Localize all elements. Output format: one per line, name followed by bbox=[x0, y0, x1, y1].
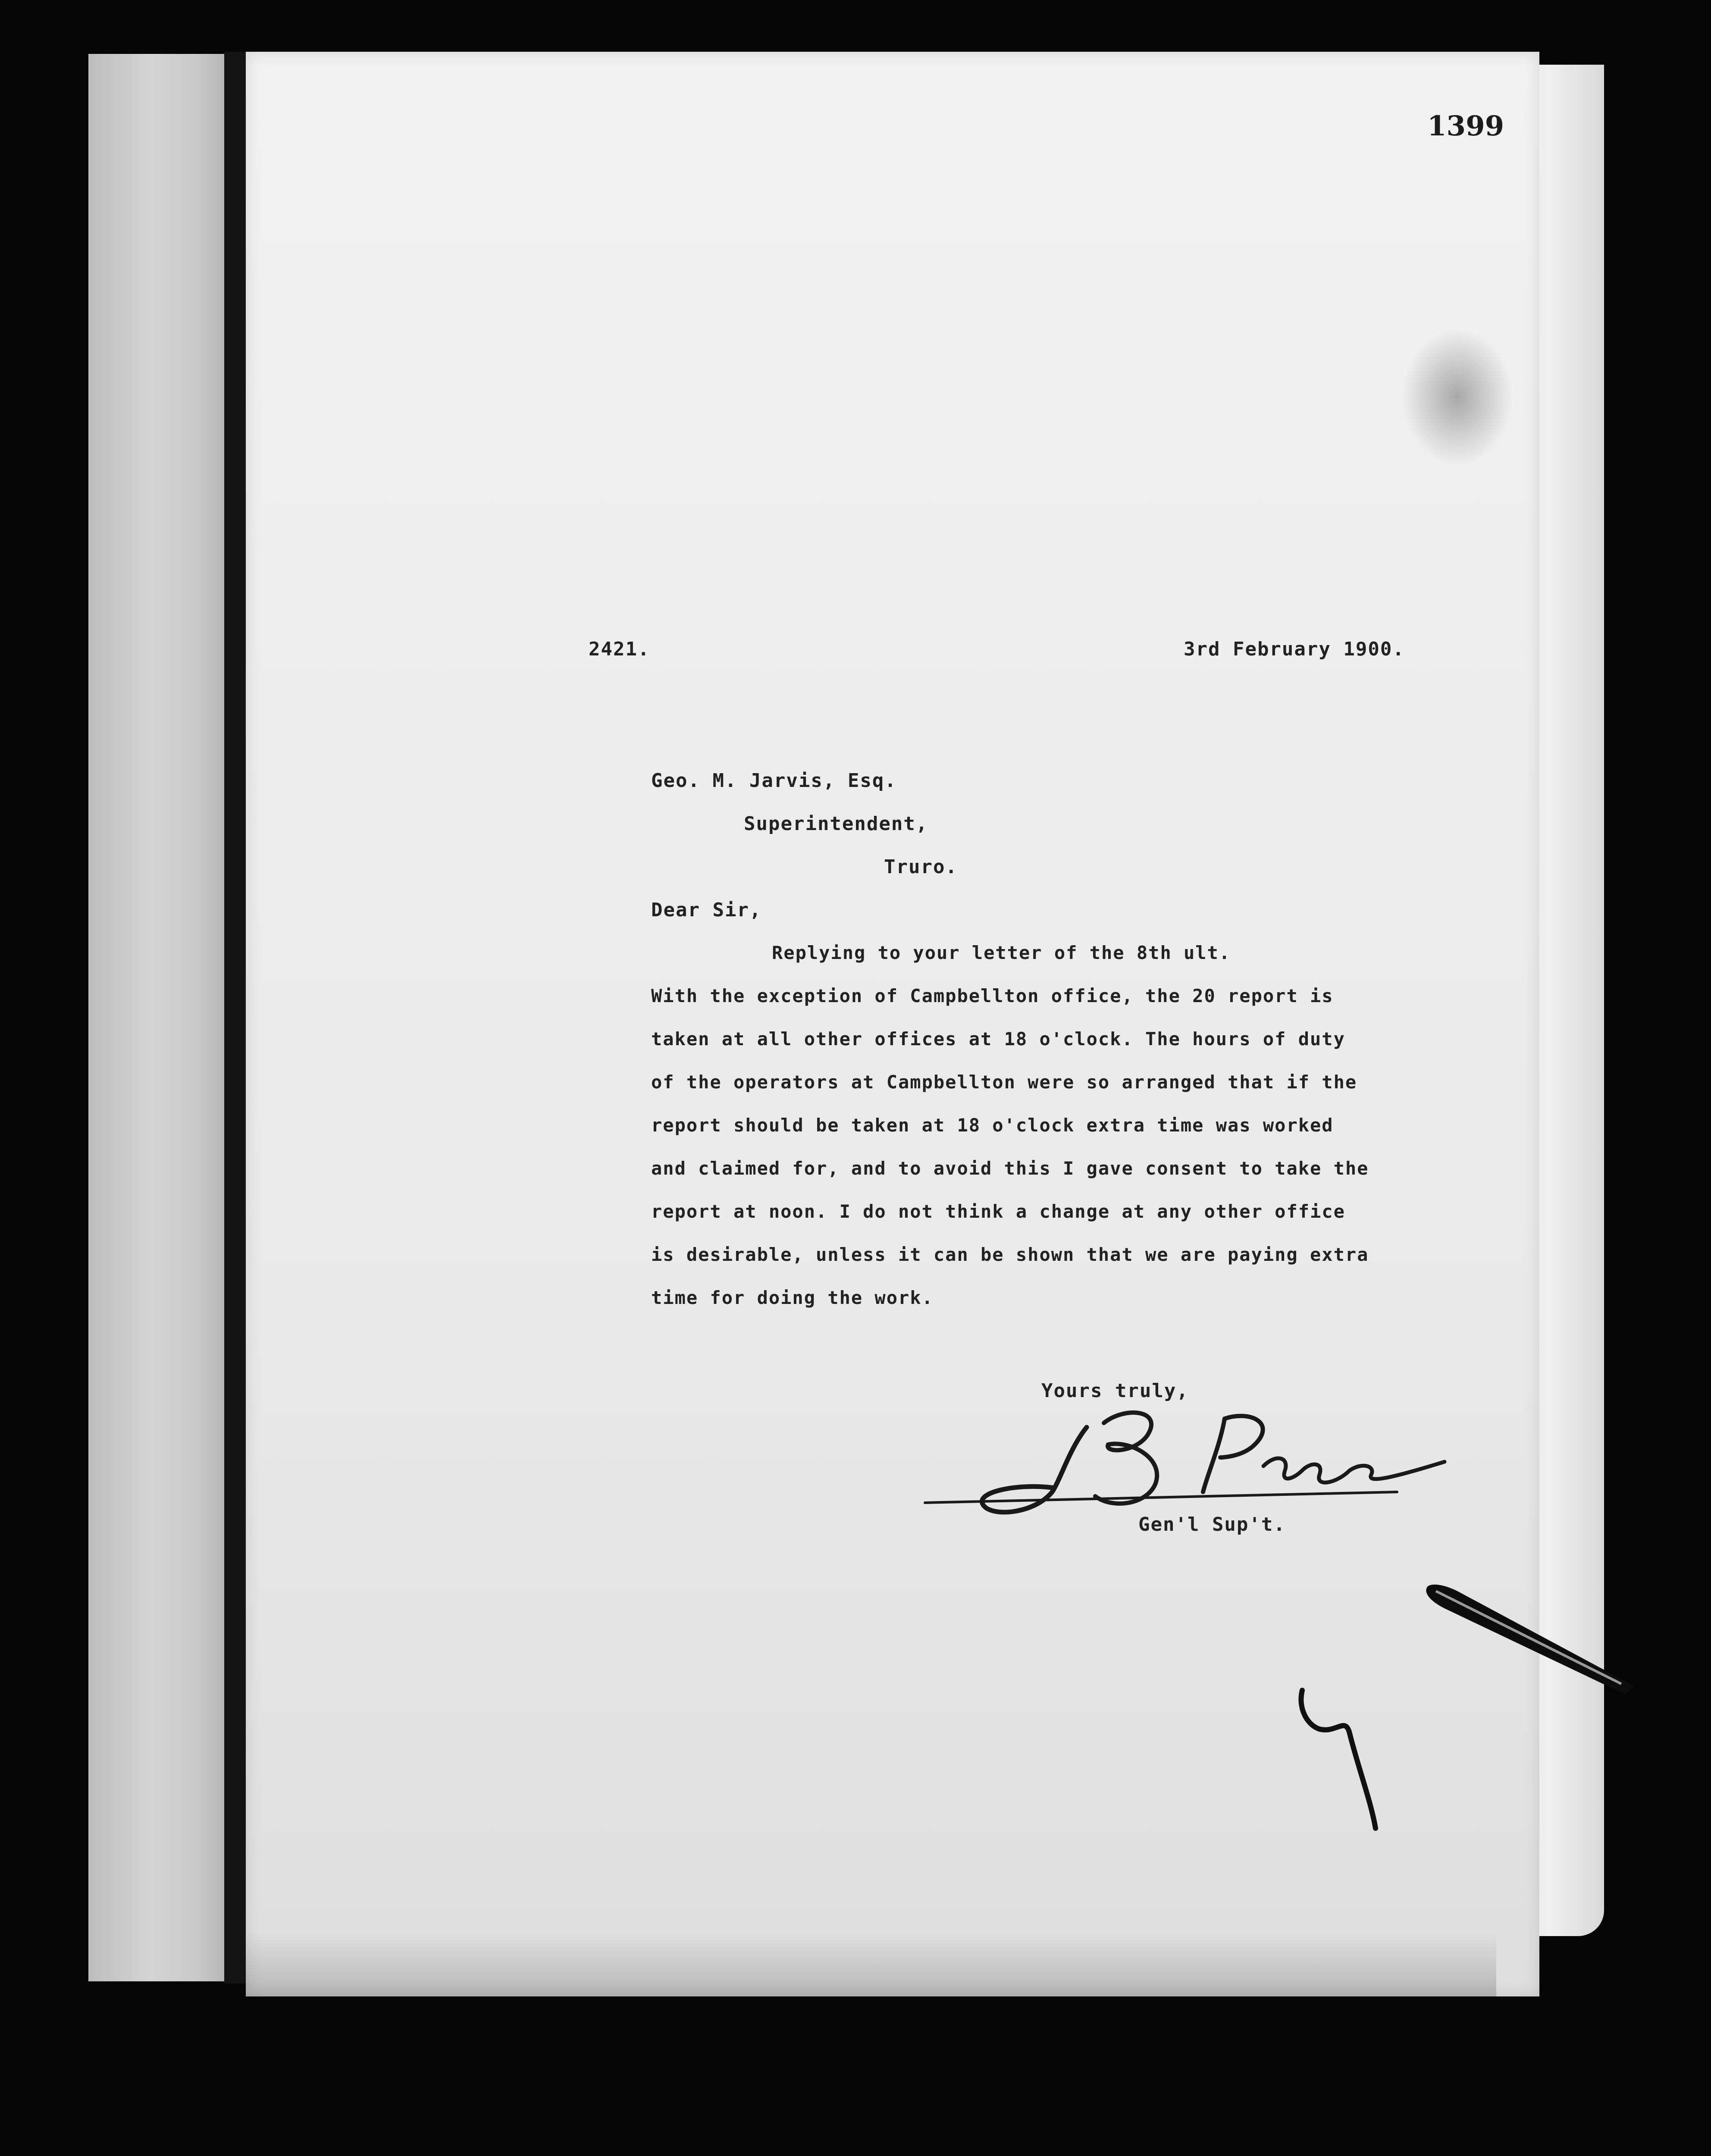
closing: Yours truly, bbox=[1041, 1380, 1189, 1402]
letter-body-line: taken at all other offices at 18 o'clock. The hours of duty bbox=[651, 1028, 1345, 1050]
letter-date: 3rd February 1900. bbox=[1184, 638, 1405, 660]
page-bottom-shade bbox=[246, 1932, 1496, 1996]
letter-body-line: time for doing the work. bbox=[651, 1287, 934, 1308]
folio-number: 1399 bbox=[1427, 110, 1504, 142]
signer-title: Gen'l Sup't. bbox=[1138, 1514, 1286, 1536]
salutation: Dear Sir, bbox=[651, 899, 762, 921]
letter-body-line: and claimed for, and to avoid this I gave consent to take the bbox=[651, 1158, 1369, 1179]
file-reference: 2421. bbox=[589, 638, 650, 660]
stray-ink-mark bbox=[1289, 1682, 1393, 1837]
handwritten-signature bbox=[923, 1397, 1457, 1526]
addressee-city: Truro. bbox=[884, 856, 958, 878]
letter-body-line: report should be taken at 18 o'clock extra time was worked bbox=[651, 1115, 1334, 1136]
pen-pointer bbox=[1419, 1578, 1643, 1708]
addressee-title: Superintendent, bbox=[744, 813, 928, 835]
page-stain bbox=[1401, 328, 1514, 466]
letter-body-line: With the exception of Campbellton office, the 20 report is bbox=[651, 985, 1334, 1006]
letter-body-line: of the operators at Campbellton were so arranged that if the bbox=[651, 1072, 1357, 1093]
binding-shadow bbox=[224, 52, 248, 1984]
letter-body-line: is desirable, unless it can be shown that we are paying extra bbox=[651, 1244, 1369, 1265]
adjacent-page-edge bbox=[88, 54, 244, 1981]
addressee-name: Geo. M. Jarvis, Esq. bbox=[651, 770, 897, 792]
letter-body-line: report at noon. I do not think a change at any other office bbox=[651, 1201, 1345, 1222]
letter-body-line: Replying to your letter of the 8th ult. bbox=[772, 942, 1231, 963]
